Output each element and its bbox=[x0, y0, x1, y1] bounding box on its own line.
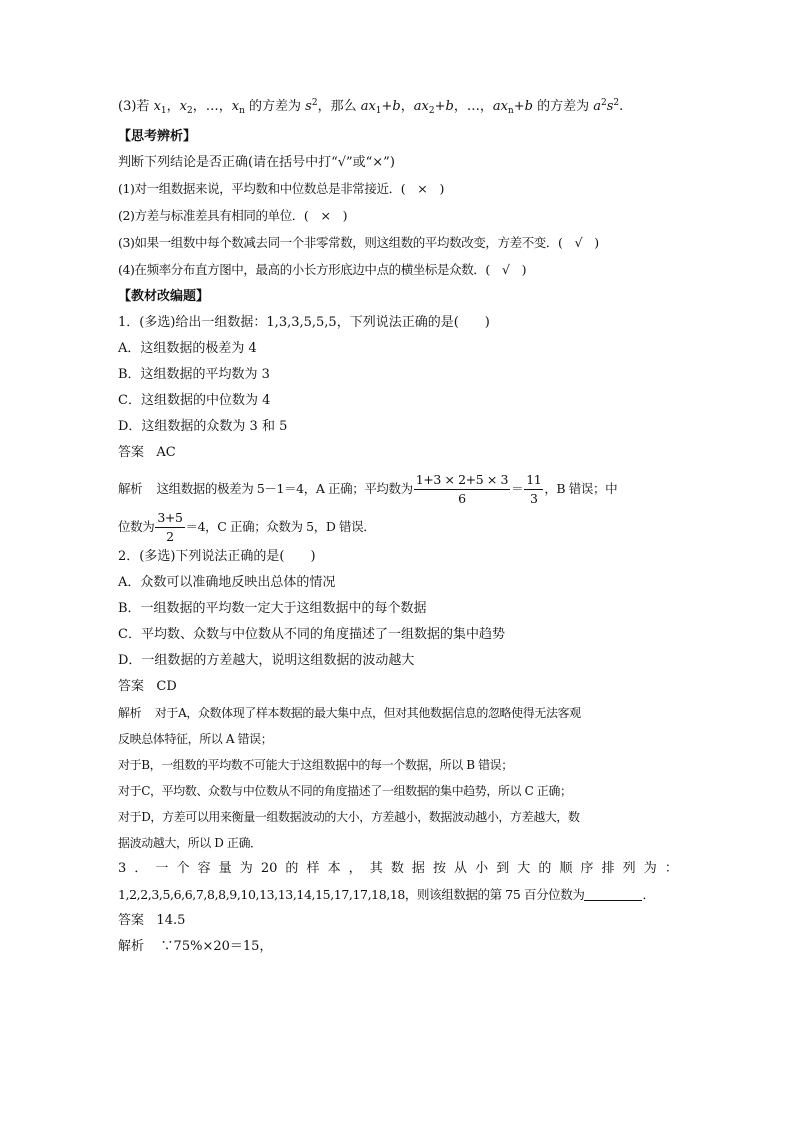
q2-analysis-line-3: 对于B，一组数的平均数不可能大于这组数据中的每一个数据，所以 B 错误； bbox=[118, 758, 513, 772]
answer-label: 答案 bbox=[118, 913, 145, 928]
q1-analysis-line-1: 解析 这组数据的极差为 5－1＝4，A 正确；平均数为 $\frac{1+3 \times 2+5 \times 3}{6}$ ＝ $\frac{11}{3}$ ，B 错误；中 bbox=[118, 472, 618, 506]
variance-rule-line: (3)若 $x_1$，$x_2$，…，$x_n$ 的方差为 $s^2$，那么 $ax_1+b$，$ax_2+b$，…，$ax_n+b$ 的方差为 $a^2s^2$. bbox=[118, 98, 624, 116]
answer-value: AC bbox=[156, 445, 176, 460]
textbook-heading: 【教材改编题】 bbox=[118, 289, 210, 304]
q2-option-d: D．一组数据的方差越大，说明这组数据的波动越大 bbox=[118, 653, 415, 668]
mean-result-fraction: $\frac{11}{3}$ bbox=[526, 472, 542, 506]
thinking-heading: 【思考辨析】 bbox=[118, 129, 197, 144]
q1-stem: 1．(多选)给出一组数据：1,3,3,5,5,5，下列说法正确的是( ) bbox=[118, 315, 490, 330]
q2-option-a: A．众数可以准确地反映出总体的情况 bbox=[118, 575, 336, 590]
q2-analysis-line-4: 对于C，平均数、众数与中位数从不同的角度描述了一组数据的集中趋势，所以 C 正确； bbox=[118, 784, 572, 798]
analysis-label: 解析 bbox=[118, 706, 142, 720]
q1-option-d: D．这组数据的众数为 3 和 5 bbox=[118, 419, 288, 434]
q1-option-b: B．这组数据的平均数为 3 bbox=[118, 367, 270, 382]
analysis-label: 解析 bbox=[118, 939, 145, 954]
thinking-item-4: (4)在频率分布直方图中，最高的小长方形底边中点的横坐标是众数．( √ ) bbox=[118, 262, 527, 277]
q3-stem-line-2: 1,2,2,3,5,6,6,7,8,8,9,10,13,13,14,15,17,17,18,18，则该组数据的第 75 百分位数为 ． bbox=[118, 887, 655, 902]
thinking-item-3: (3)如果一组数中每个数减去同一个非零常数，则这组数的平均数改变，方差不变．( √ ) bbox=[118, 235, 599, 250]
q2-answer bbox=[118, 678, 678, 696]
q1-option-a: A．这组数据的极差为 4 bbox=[118, 341, 257, 356]
q1-analysis-line-2: 位数为 $\frac{3+5}{2}$ ＝4，C 正确；众数为 5，D 错误． bbox=[118, 510, 376, 544]
q2-option-b: B．一组数据的平均数一定大于这组数据中的每个数据 bbox=[118, 601, 427, 616]
q2-analysis-line-6: 据波动越大，所以 D 正确． bbox=[118, 836, 262, 850]
answer-value: CD bbox=[156, 679, 177, 694]
q2-analysis-line-5: 对于D，方差可以用来衡量一组数据波动的大小，方差越小，数据波动越小，方差越大，数 bbox=[118, 810, 580, 824]
answer-value: 14.5 bbox=[156, 913, 186, 928]
thinking-item-2: (2)方差与标准差具有相同的单位．( × ) bbox=[118, 208, 348, 223]
q3-stem-line-1: 3 ． 一 个 容 量 为 20 的 样 本 ， 其 数 据 按 从 小 到 大 的 顺 序 排 列 为 ： bbox=[118, 861, 678, 876]
q3-answer bbox=[118, 912, 678, 930]
mean-fraction: $\frac{1+3 \times 2+5 \times 3}{6}$ bbox=[415, 472, 509, 506]
q2-analysis-line-1: 解析 对于A，众数体现了样本数据的最大集中点，但对其他数据信息的忽略使得无法客观 bbox=[118, 706, 581, 720]
answer-label: 答案 bbox=[118, 679, 145, 694]
analysis-label: 解析 bbox=[118, 481, 143, 496]
q1-answer bbox=[118, 444, 678, 462]
answer-label: 答案 bbox=[118, 445, 145, 460]
q3-analysis: 解析 ∵75%×20＝15， bbox=[118, 939, 273, 954]
q2-stem: 2．(多选)下列说法正确的是( ) bbox=[118, 549, 316, 564]
thinking-item-1: (1)对一组数据来说，平均数和中位数总是非常接近．( × ) bbox=[118, 181, 444, 196]
q1-option-c: C．这组数据的中位数为 4 bbox=[118, 393, 271, 408]
q2-option-c: C．平均数、众数与中位数从不同的角度描述了一组数据的集中趋势 bbox=[118, 627, 505, 642]
thinking-prompt: 判断下列结论是否正确(请在括号中打“√”或“×”) bbox=[118, 155, 395, 170]
answer-blank[interactable] bbox=[584, 888, 642, 901]
content bbox=[118, 94, 678, 964]
median-fraction: $\frac{3+5}{2}$ bbox=[157, 510, 183, 544]
q2-analysis-line-2: 反映总体特征，所以 A 错误； bbox=[118, 732, 273, 746]
